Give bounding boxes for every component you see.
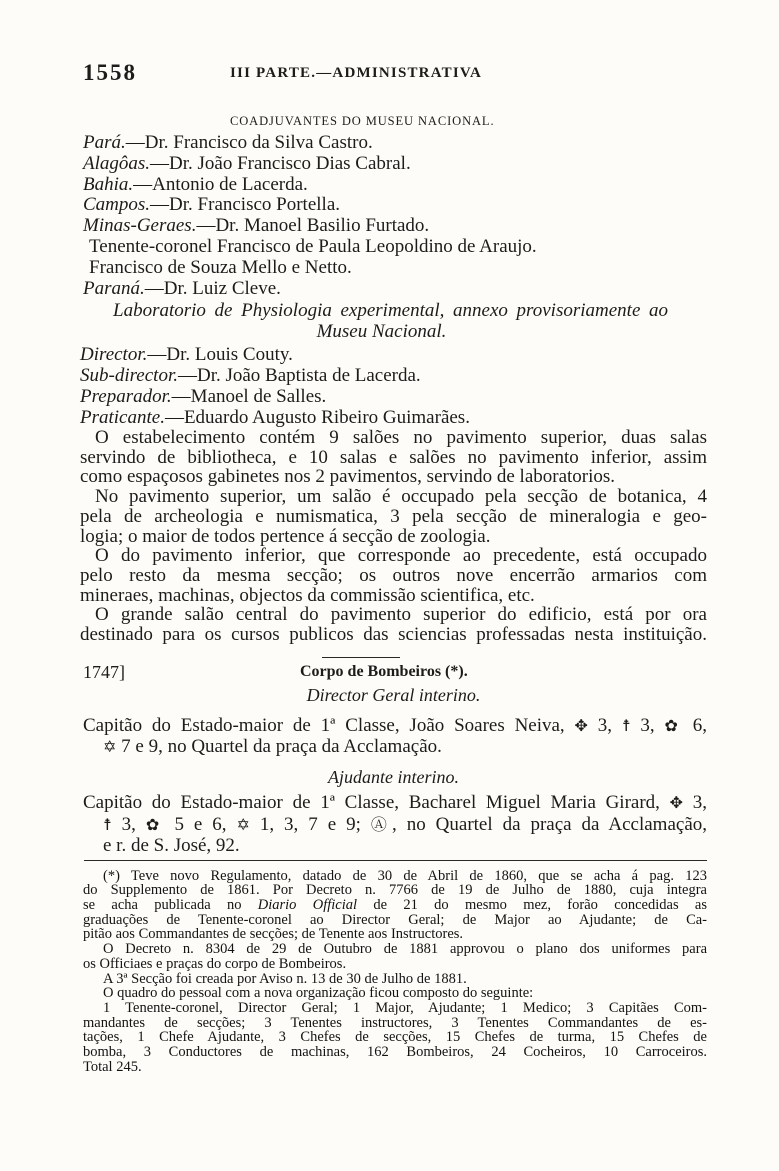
footnote-line: O Decreto n. 8304 de 29 de Outubro de 1881 approvou o plano dos uniformes para [103,941,707,958]
paragraph [80,428,707,487]
entry-text: —Manoel de Salles. [171,385,327,407]
entry-text: —Dr. Manoel Basilio Furtado. [196,215,430,237]
entry-line: e r. de S. José, 92. [103,835,240,856]
item-reference: 1747] [83,662,125,682]
coadjuvante-entry [80,258,707,279]
paragraph [80,487,707,546]
footnote-text: se acha publicada no [83,897,242,913]
coadjuvante-entry [80,195,707,216]
paragraph-line: mineraes, machinas, objectos da commissão scientifica, etc. [80,584,535,606]
running-head: III PARTE.—ADMINISTRATIVA [230,65,483,81]
section-title-bombeiros: Corpo de Bombeiros (*). [300,663,468,680]
hexagram-star-icon: ✡ [103,736,117,756]
staff-entry-ajudante [80,792,707,857]
entry-label: Bahia. [83,173,134,195]
cross-pattee-icon: ✥ [669,793,684,812]
coadjuvante-entry [80,279,707,300]
decoration-grade: 3, [640,714,655,736]
footnote-line: os Officiaes e praças do corpo de Bombeiros. [83,955,347,972]
footnote-line: (*) Teve novo Regulamento, datado de 30 de Abril de 1860, que se acha á pag. 123 [103,867,707,884]
entry-label: Paraná. [83,277,145,299]
footnote-line: Total 245. [83,1058,142,1075]
footnote-line: O quadro do pessoal com a nova organização ficou composto do seguinte: [103,985,534,1002]
footnote-line [80,898,707,913]
entry-text: —Dr. Francisco da Silva Castro. [125,132,373,153]
paragraph-line: O estabelecimento contém 9 salões no pavimento superior, duas salas [95,427,707,448]
paragraph-line: pelo resto da mesma secção; os outros nove encerrão armarios com [80,564,707,586]
entry-label: Sub-director. [80,364,178,386]
entry-label: Pará. [83,132,126,153]
section-title-coadjuvantes: COADJUVANTES DO MUSEU NACIONAL. [230,114,495,128]
laboratorio-description [80,428,707,645]
footnote-rule [84,860,707,861]
staff-entry [80,344,707,365]
footnote-line: A 3ª Secção foi creada por Aviso n. 13 de 30 de Julho de 1881. [103,970,467,987]
entry-text: —Dr. João Baptista de Lacerda. [177,364,421,386]
footnote-line: pitão aos Commandantes de secções; de Tenente aos Instructores. [83,926,464,943]
title-line: Laboratorio de Physiologia experimental, annexo provisoriamente ao [113,300,668,321]
publication-title: Diario Official [257,897,358,913]
cross-pattee-icon: ✥ [574,715,588,735]
entry-label: Campos. [83,194,151,216]
decoration-grade: 1, 3, 7 e 9; [259,813,361,835]
entry-label: Preparador. [80,385,172,407]
coadjuvante-entry [80,216,707,237]
title-line: Museu Nacional. [316,320,447,342]
entry-text: —Dr. Louis Couty. [147,343,293,365]
decoration-grade: 3, [121,813,136,835]
rose-icon: ✿ [664,715,683,735]
circled-a-icon: Ⓐ [370,814,393,834]
paragraph [80,546,707,605]
footnote-line: mandantes de secções; 3 Tenentes instructores, 3 Tenentes Commandantes de es- [83,1014,707,1031]
section-title-laboratorio [80,301,707,343]
paragraph-line: pela de archeologia e numismatica, 3 pela secção de mineralogia e geo- [80,505,707,527]
entry-text: Capitão do Estado-maior de 1ª Classe, Bacharel Miguel Maria Girard, [83,792,660,813]
staff-entry [80,407,707,428]
staff-entry [80,365,707,386]
paragraph-line: destinado para os cursos publicos das sciencias professadas nesta instituição. [80,624,707,646]
footnote-line: graduações de Tenente-coronel ao Director Geral; de Major ao Ajudante; de Ca- [83,911,707,928]
decoration-grade: 5 e 6, [174,813,227,835]
entry-label: Minas-Geraes. [83,215,197,237]
entry-text: Tenente-coronel Francisco de Paula Leopoldino de Araujo. [89,235,537,257]
paragraph [80,605,707,644]
double-cross-icon: ☨ [621,715,631,735]
entry-label: Alagôas. [83,152,151,174]
rose-icon: ✿ [145,814,165,834]
section-divider [322,657,400,658]
paragraph-line: como espaçosos gabinetes nos 2 pavimentos, servindo de laboratorios. [80,466,616,488]
hexagram-star-icon: ✡ [236,814,250,834]
footnote-line: 1 Tenente-coronel, Director Geral; 1 Major, Ajudante; 1 Medico; 3 Capitães Com- [103,999,707,1016]
footnote-line: tações, 1 Chefe Ajudante, 3 Chefes de secções, 15 Chefes de turma, 15 Chefes de [83,1029,707,1046]
entry-label: Praticante. [80,406,165,428]
paragraph-line: No pavimento superior, um salão é occupado pela secção de botanica, 4 [95,486,707,508]
paragraph-line: logia; o maior de todos pertence á secção de zoologia. [80,525,491,547]
footnote-text: de 21 do mesmo mez, forão concedidas as [373,897,707,913]
entry-label: Director. [80,343,148,365]
footnote [80,869,707,1075]
footnote-line: bomba, 3 Conductores de machinas, 162 Bombeiros, 24 Cocheiros, 10 Carroceiros. [83,1044,707,1061]
entry-text: , no Quartel da praça da Acclamação, [392,813,708,835]
entry-text: —Dr. Luiz Cleve. [144,277,281,299]
double-cross-icon: ☨ [103,814,112,834]
decoration-grade: 3, [597,714,612,736]
entry-text: —Antonio de Lacerda. [133,173,308,195]
entry-text: —Dr. João Francisco Dias Cabral. [150,152,411,174]
entry-text: Francisco de Souza Mello e Netto. [89,256,352,278]
coadjuvante-entry [80,237,707,258]
entry-text: —Eduardo Augusto Ribeiro Guimarães. [164,406,470,428]
subheading-ajudante: Ajudante interino. [328,767,459,787]
coadjuvantes-list [80,133,707,299]
staff-entry [80,386,707,407]
page-number: 1558 [83,60,137,85]
laboratorio-staff-list [80,344,707,428]
entry-line [80,814,707,836]
coadjuvante-entry [80,154,707,175]
decoration-grade: 3, [692,792,708,813]
footnote-line: do Supplemento de 1861. Por Decreto n. 7766 de 19 de Julho de 1880, cuja integra [83,882,707,899]
subheading-director: Director Geral interino. [306,685,481,705]
entry-text: 7 e 9, no Quartel da praça da Acclamação. [121,735,442,757]
entry-line [80,736,707,757]
decoration-grade: 6, [692,714,708,736]
entry-line [80,792,707,814]
entry-text: —Dr. Francisco Portella. [150,194,341,216]
entry-text: Capitão do Estado-maior de 1ª Classe, João Soares Neiva, [83,714,565,736]
coadjuvante-entry [80,133,707,154]
paragraph-line: servindo de bibliotheca, e 10 salas e salões no pavimento inferior, assim [80,446,707,468]
paragraph-line: O grande salão central do pavimento superior do edificio, está por ora [95,604,707,626]
staff-entry-director [80,715,707,757]
coadjuvante-entry [80,175,707,196]
paragraph-line: O do pavimento inferior, que corresponde ao precedente, está occupado [95,545,707,567]
entry-line [80,715,707,736]
